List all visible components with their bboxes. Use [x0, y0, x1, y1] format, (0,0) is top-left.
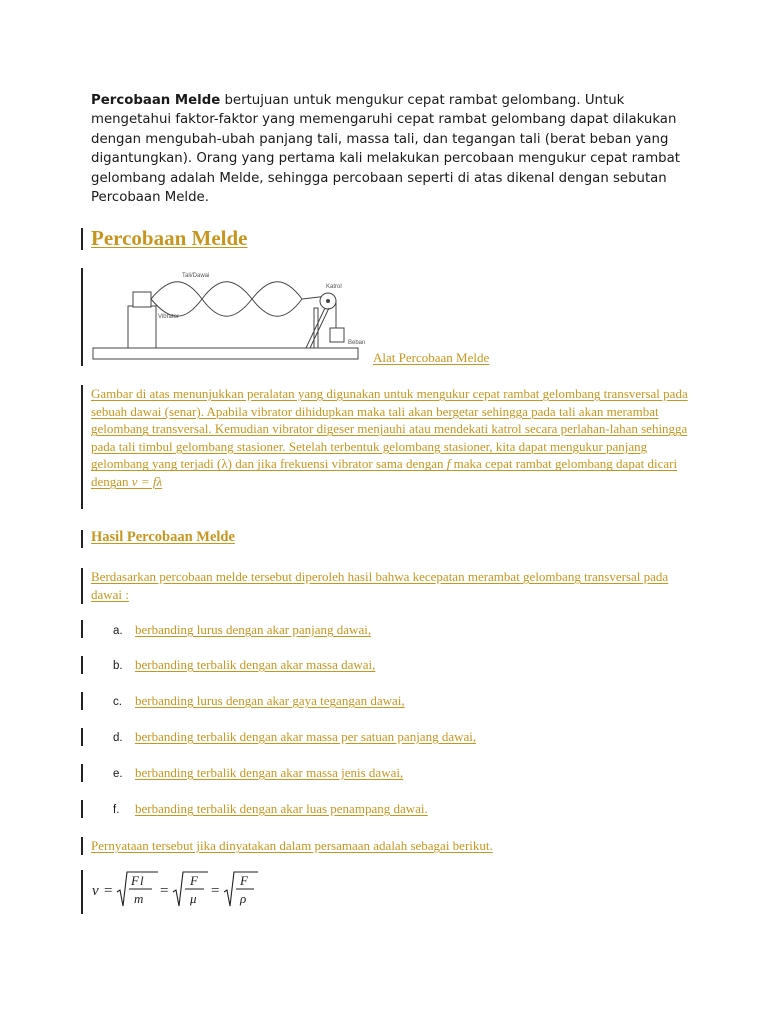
formula-mu: μ: [190, 891, 197, 906]
list-item[interactable]: [113, 656, 375, 674]
list-marker: d.: [113, 732, 123, 744]
quote-bar: [81, 385, 83, 509]
formula-m: m: [134, 891, 144, 906]
explanation-paragraph[interactable]: [91, 385, 691, 491]
melde-apparatus-figure: [90, 268, 370, 366]
formula-v: v: [92, 883, 99, 899]
quote-bar: [81, 656, 83, 674]
quote-bar: [81, 800, 83, 818]
list-item[interactable]: [113, 728, 476, 746]
formula-equals: =: [104, 883, 113, 899]
frequency-symbol: f: [446, 456, 451, 472]
formula-F: F: [190, 873, 198, 888]
heading-percobaan-melde[interactable]: Percobaan Melde: [91, 226, 248, 250]
quote-bar: [81, 620, 83, 638]
list-marker: b.: [113, 660, 123, 672]
figure-label-load: Beban: [348, 340, 366, 346]
wave-speed-equation: v = fλ: [131, 473, 163, 489]
quote-bar: [81, 728, 83, 746]
list-item-text: berbanding terbalik dengan akar massa jenis dawai,: [135, 765, 404, 780]
quote-bar: [81, 692, 83, 710]
list-marker: e.: [113, 768, 123, 780]
list-item-text: berbanding lurus dengan akar panjang dawai,: [135, 622, 372, 637]
list-marker: c.: [113, 696, 122, 708]
heading-hasil-percobaan[interactable]: Hasil Percobaan Melde: [91, 529, 235, 545]
figure-label-string: Tali/Dawai: [182, 273, 210, 279]
formula-equals: =: [160, 883, 169, 899]
quote-bar: [81, 837, 83, 855]
explanation-text-1: Gambar di atas menunjukkan peralatan yang digunakan untuk mengukur cepat rambat gelombang transversal pada sebuah dawai (senar). Apabila vibrator dihidupkan maka tali akan bergetar sehingga pada tali akan merambat gelombang transversal. Kemudian vibrator digeser menjauhi atau mendekati katrol secara perlahan-lahan sehingga pada tali timbul gelombang stasioner. Setelah terbentuk gelombang stasioner, kita dapat mengukur panjang gelombang yang terjadi (λ) dan jika frekuensi vibrator sama dengan: [91, 386, 688, 472]
formula-F: F: [131, 873, 139, 888]
list-item[interactable]: [113, 764, 403, 782]
quote-bar: [81, 268, 83, 366]
figure-caption[interactable]: Alat Percobaan Melde: [373, 350, 490, 365]
intro-bold-term: Percobaan Melde: [91, 93, 221, 108]
formula-F: F: [240, 873, 248, 888]
list-item-text: berbanding terbalik dengan akar massa per satuan panjang dawai,: [135, 729, 477, 744]
quote-bar: [81, 764, 83, 782]
formula-equals: =: [211, 883, 220, 899]
list-item[interactable]: [113, 800, 428, 818]
results-intro-paragraph[interactable]: Berdasarkan percobaan melde tersebut diperoleh hasil bahwa kecepatan merambat gelombang transversal pada dawai :: [91, 569, 669, 602]
list-item-text: berbanding lurus dengan akar gaya tegangan dawai,: [135, 693, 405, 708]
explanation-text-2: maka cepat rambat gelombang dapat dicari dengan: [91, 456, 678, 489]
intro-paragraph: [91, 91, 691, 207]
list-marker: a.: [113, 625, 123, 637]
formula-l: l: [140, 873, 144, 888]
list-marker: f.: [113, 804, 120, 816]
quote-bar: [81, 568, 83, 604]
quote-bar: [81, 870, 83, 914]
figure-label-vibrator: Vibrator: [158, 314, 179, 320]
list-item-text: berbanding terbalik dengan akar massa dawai,: [135, 657, 376, 672]
melde-formula: [90, 868, 265, 912]
intro-text: bertujuan untuk mengukur cepat rambat gelombang. Untuk mengetahui faktor-faktor yang memengaruhi cepat rambat gelombang dapat dilakukan dengan mengubah-ubah panjang tali, massa tali, dan tegangan tali (berat beban yang digantungkan). Orang yang pertama kali melakukan percobaan mengukur cepat rambat gelombang adalah Melde, sehingga percobaan seperti di atas dikenal dengan sebutan Percobaan Melde.: [91, 93, 680, 206]
list-item-text: berbanding terbalik dengan akar luas penampang dawai.: [135, 801, 428, 816]
list-item[interactable]: [113, 621, 371, 639]
formula-rho: ρ: [240, 891, 247, 906]
quote-bar: [81, 228, 83, 250]
list-item[interactable]: [113, 692, 405, 710]
quote-bar: [81, 530, 83, 548]
equation-intro-paragraph[interactable]: Pernyataan tersebut jika dinyatakan dalam persamaan adalah sebagai berikut.: [91, 838, 493, 853]
figure-label-pulley: Katrol: [326, 284, 342, 290]
